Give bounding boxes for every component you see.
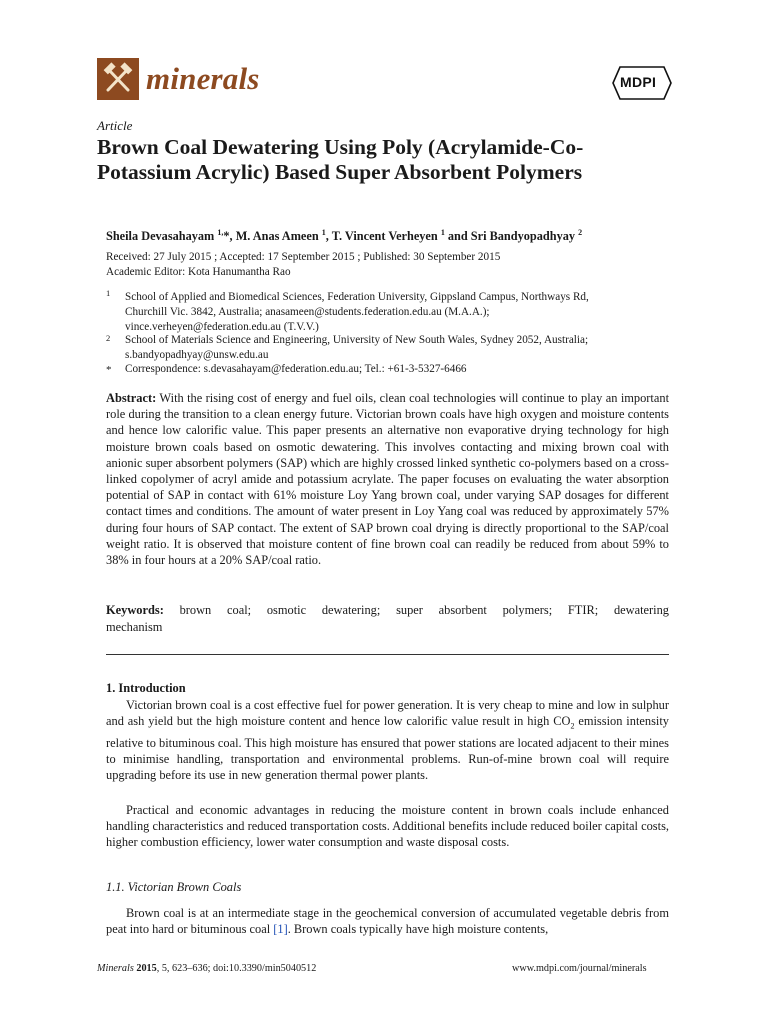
author-affiliation-mark: 1 [321, 228, 326, 237]
author-affiliation-mark: 1 [440, 228, 445, 237]
affiliation-line: School of Applied and Biomedical Sciences, Federation University, Gippsland Campus, Northways Rd, [125, 291, 589, 303]
keywords [106, 602, 669, 635]
keywords-label: Keywords: [106, 603, 164, 617]
affiliation-number: 1 [106, 288, 111, 298]
abstract-text: With the rising cost of energy and fuel oils, clean coal technologies will continue to play an important role during the transition to a clean energy future. Victorian brown coals have high oxygen and moisture contents and hence low calorific value. This paper presents an alternative non evaporative drying technology for high moisture brown coals based on osmotic dewatering. This involves contacting and mixing brown coal with anionic super absorbent polymers (SAP) which are highly crossed linked synthetic co-polymers based on a cross-linked copolymer of acryl amide and potassium acrylate. The paper focuses on evaluating the water absorption potential of SAP in contact with 61% moisture Loy Yang brown coal, under varying SAP dosages for different contact times and conditions. The amount of water present in Loy Yang coal was reduced by approximately 57% during four hours of SAP contact. The extent of SAP brown coal drying is directly proportional to the SAP/coal weight ratio. It is observed that moisture content of fine brown coal can readily be reduced from about 59% to 38% in four hours at a 20% SAP/coal ratio. [106, 391, 670, 568]
affiliation-number: 2 [106, 333, 111, 343]
journal-logo-icon [97, 58, 139, 100]
author-name: Sheila Devasahayam [106, 229, 215, 244]
author-separator: and [444, 229, 471, 244]
footer-journal-url[interactable]: www.mdpi.com/journal/minerals [512, 963, 647, 974]
affiliation-line: Churchill Vic. 3842, Australia; anasameen@students.federation.edu.au (M.A.A.); [125, 306, 490, 318]
publication-dates: Received: 27 July 2015 ; Accepted: 17 September 2015 ; Published: 30 September 2015 [106, 251, 501, 263]
abstract [106, 390, 669, 568]
academic-editor: Academic Editor: Kota Hanumantha Rao [106, 266, 291, 278]
subsection-heading: 1.1. Victorian Brown Coals [106, 880, 242, 894]
author-name: T. Vincent Verheyen [331, 229, 438, 244]
author-separator: , [229, 229, 236, 244]
footer-journal: Minerals [97, 963, 134, 974]
intro-paragraph-2: Practical and economic advantages in reducing the moisture content in brown coals include enhanced handling characteristics and reduced transportation costs. Additional benefits include reduced boiler capital costs, higher combustion efficiency, lower water consumption and waste disposal costs. [106, 803, 669, 850]
keywords-text: brown coal; osmotic dewatering; super absorbent polymers; FTIR; dewatering mechanism [106, 603, 669, 634]
paragraph-text: . Brown coals typically have high moisture contents, [287, 922, 549, 937]
footer-doi: , 5, 623–636; doi:10.3390/min5040512 [156, 963, 317, 974]
intro-paragraph-3 [106, 905, 669, 937]
affiliation-1 [125, 290, 589, 335]
abstract-label: Abstract: [106, 391, 157, 405]
correspondence-mark: * [106, 364, 112, 376]
author-affiliation-mark: 1, [217, 228, 224, 237]
citation-link[interactable]: [1] [273, 922, 288, 937]
affiliation-2 [125, 333, 588, 363]
author-affiliation-mark: 2 [578, 228, 583, 237]
paragraph-text: Victorian brown coal is a cost effective fuel for power generation. It is very cheap to mine and low in sulphur and ash yield but the high moisture content and hence low calorific value result in high CO [106, 698, 669, 729]
paragraph-text: emission intensity relative to bituminous coal. This high moisture has ensured that power stations are located adjacent to their mines to minimise handling, transportation and environmental problems. Run-of-mine brown coal will require upgrading before its use in new generation thermal power plants. [106, 714, 669, 783]
affiliation-line: s.bandyopadhyay@unsw.edu.au [125, 349, 269, 361]
article-title: Brown Coal Dewatering Using Poly (Acrylamide-Co-Potassium Acrylic) Based Super Absorbent Polymers [97, 135, 584, 184]
section-divider [106, 654, 669, 655]
footer-citation [97, 963, 316, 974]
author-separator: , [325, 229, 332, 244]
affiliation-line: School of Materials Science and Engineering, University of New South Wales, Sydney 2052, Australia; [125, 334, 589, 346]
author-name: M. Anas Ameen [235, 229, 319, 244]
crossed-hammers-icon [100, 61, 136, 97]
paragraph-text: Brown coal is at an intermediate stage in the geochemical conversion of accumulated vegetable debris from peat into hard or bituminous coal [106, 906, 669, 937]
author-corresponding-mark: * [223, 229, 230, 244]
correspondence: Correspondence: s.devasahayam@federation.edu.au; Tel.: +61-3-5327-6466 [125, 363, 467, 375]
subscript: 2 [570, 721, 575, 731]
journal-name: minerals [146, 61, 260, 96]
article-type: Article [97, 118, 133, 133]
affiliation-line: vince.verheyen@federation.edu.au (T.V.V.) [125, 321, 319, 333]
footer-year: 2015 [136, 963, 157, 974]
intro-paragraph-1 [106, 697, 669, 783]
publisher-logo-text: MDPI [620, 74, 657, 90]
author-list [106, 228, 582, 244]
author-name: Sri Bandyopadhyay [470, 229, 576, 244]
section-heading-introduction: 1. Introduction [106, 681, 186, 695]
